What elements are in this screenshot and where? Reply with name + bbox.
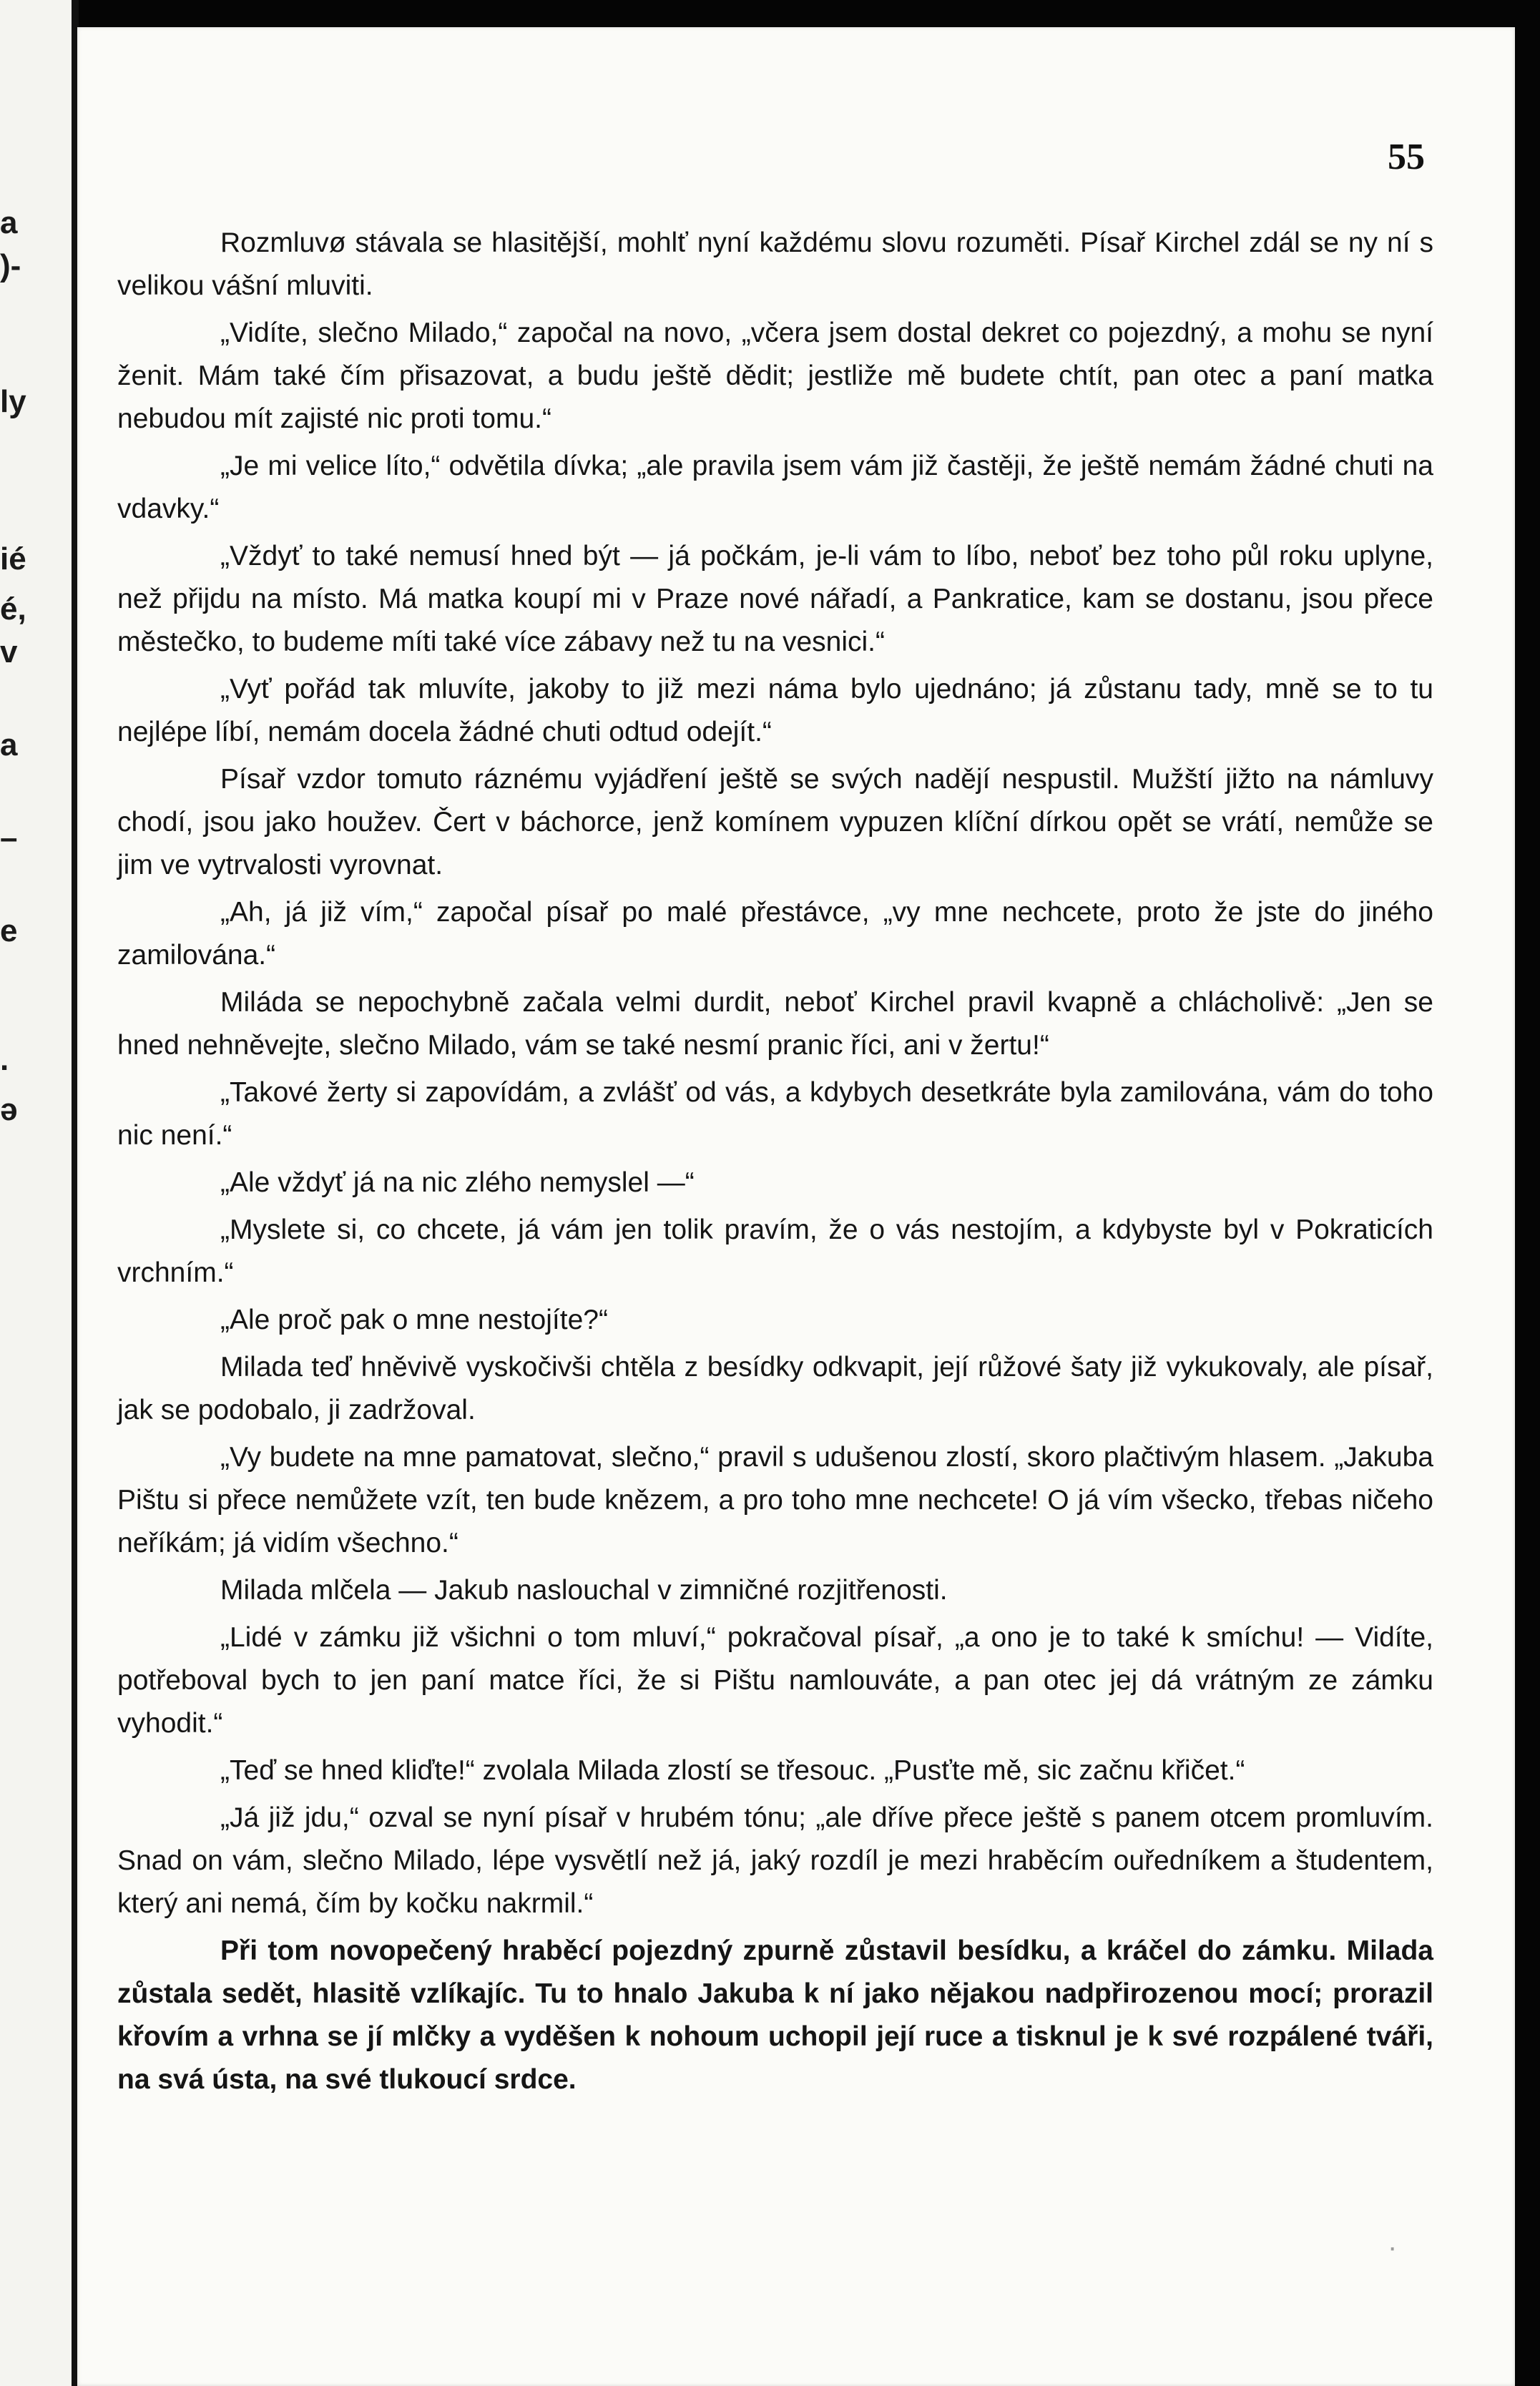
ink-smudge: ·: [1388, 2232, 1398, 2263]
page-body-text: [117, 222, 1433, 2106]
paragraph: Při tom novopečený hraběcí pojezdný zpurně zůstavil besídku, a kráčel do zámku. Milada zůstala sedět, hlasitě vzlíkajíc. Tu to hnalo Jakuba k ní jako nějakou nadpřirozenou mocí; prorazil křovím a vrhna se jí mlčky a vyděšen k nohoum uchopil její ruce a tisknul je k své rozpálené tváři, na svá ústa, na své tlukoucí srdce.: [117, 1935, 1433, 2095]
paragraph: „Lidé v zámku již všichni o tom mluví,“ pokračoval písař, „a ono je to také k smíchu! — Vidíte, potřeboval bych to jen paní matce říci, že si Pištu namlouváte, a pan otec jej dá vrátným ze zámku vyhodit.“: [117, 1622, 1433, 1739]
scan-right-border: [1515, 0, 1540, 2386]
previous-page-fragment: [0, 0, 72, 2386]
fragment-line: ə: [0, 1092, 18, 1127]
paragraph: „Vždyť to také nemusí hned být — já počkám, je-li vám to líbo, neboť bez toho půl roku uplyne, než přijdu na místo. Má matka koupí mi v Praze nové nářadí, a Pankratice, kam se dostanu, jsou přece městečko, to budeme míti také více zábavy než tu na vesnici.“: [117, 541, 1433, 657]
fragment-line: e: [0, 913, 18, 948]
fragment-line: –: [0, 820, 18, 855]
paragraph: „Vyť pořád tak mluvíte, jakoby to již mezi náma bylo ujednáno; já zůstanu tady, mně se to tu nejlépe líbí, nemám docela žádné chuti odtud odejít.“: [117, 674, 1433, 747]
paragraph: Milada mlčela — Jakub naslouchal v zimničné rozjitřenosti.: [220, 1575, 948, 1606]
fragment-line: a: [0, 727, 18, 762]
fragment-line: v: [0, 634, 18, 669]
page-number: 55: [1388, 137, 1425, 177]
paragraph: „Vidíte, slečno Milado,“ započal na novo, „včera jsem dostal dekret co pojezdný, a mohu se nyní ženit. Mám také čím přisazovat, a budu ještě dědit; jestliže mě budete chtít, pan otec a paní matka nebudou mít zajisté nic proti tomu.“: [117, 318, 1433, 434]
fragment-line: .: [0, 1042, 9, 1077]
fragment-line: )-: [0, 248, 21, 283]
paragraph: Milada teď hněvivě vyskočivši chtěla z besídky odkvapit, její růžové šaty již vykukovaly, ale písař, jak se podobalo, ji zadržoval.: [117, 1352, 1433, 1425]
paragraph: Miláda se nepochybně začala velmi durdit, neboť Kirchel pravil kvapně a chlácholivě: „Jen se hned nehněvejte, slečno Milado, vám se také nesmí pranic říci, ani v žertu!“: [117, 987, 1433, 1061]
paragraph: „Je mi velice líto,“ odvětila dívka; „ale pravila jsem vám již častěji, že ještě nemám žádné chuti na vdavky.“: [117, 451, 1433, 524]
paragraph: „Já již jdu,“ ozval se nyní písař v hrubém tónu; „ale dříve přece ještě s panem otcem promluvím. Snad on vám, slečno Milado, lépe vysvětlí než já, jaký rozdíl je mezi hraběcím ouředníkem a študentem, který ani nemá, čím by kočku nakrmil.“: [117, 1802, 1433, 1919]
fragment-line: ly: [0, 384, 26, 419]
paragraph: „Ale vždyť já na nic zlého nemyslel —“: [220, 1167, 695, 1198]
paragraph: Rozmluvø stávala se hlasitější, mohlť nyní každému slovu rozuměti. Písař Kirchel zdál se ny ní s velikou vášní mluviti.: [117, 227, 1433, 301]
fragment-line: ié: [0, 541, 26, 576]
paragraph: „Vy budete na mne pamatovat, slečno,“ pravil s udušenou zlostí, skoro plačtivým hlasem. „Jakuba Pištu si přece nemůžete vzít, ten bude knězem, a pro toho mne nechcete! O já vím všecko, třebas ničeho neříkám; já vidím všechno.“: [117, 1442, 1433, 1558]
scan-top-border: [0, 0, 1540, 29]
paragraph: „Ale proč pak o mne nestojíte?“: [220, 1305, 608, 1335]
paragraph: Písař vzdor tomuto ráznému vyjádření ještě se svých nadějí nespustil. Mužští jižto na námluvy chodí, jsou jako houžev. Čert v báchorce, jenž komínem vypuzen klíční dírkou opět se vrátí, nemůže se jim ve vytrvalosti vyrovnat.: [117, 764, 1433, 880]
paragraph: „Myslete si, co chcete, já vám jen tolik pravím, že o vás nestojím, a kdybyste byl v Pokraticích vrchním.“: [117, 1214, 1433, 1288]
fragment-line: a: [0, 205, 18, 240]
fragment-line: é,: [0, 591, 26, 627]
paragraph: „Ah, já již vím,“ započal písař po malé přestávce, „vy mne nechcete, proto že jste do jiného zamilována.“: [117, 897, 1433, 971]
paragraph: „Teď se hned kliďte!“ zvolala Milada zlostí se třesouc. „Pusťte mě, sic začnu křičet.“: [220, 1755, 1245, 1786]
paragraph: „Takové žerty si zapovídám, a zvlášť od vás, a kdybych desetkráte byla zamilována, vám do toho nic není.“: [117, 1077, 1433, 1151]
